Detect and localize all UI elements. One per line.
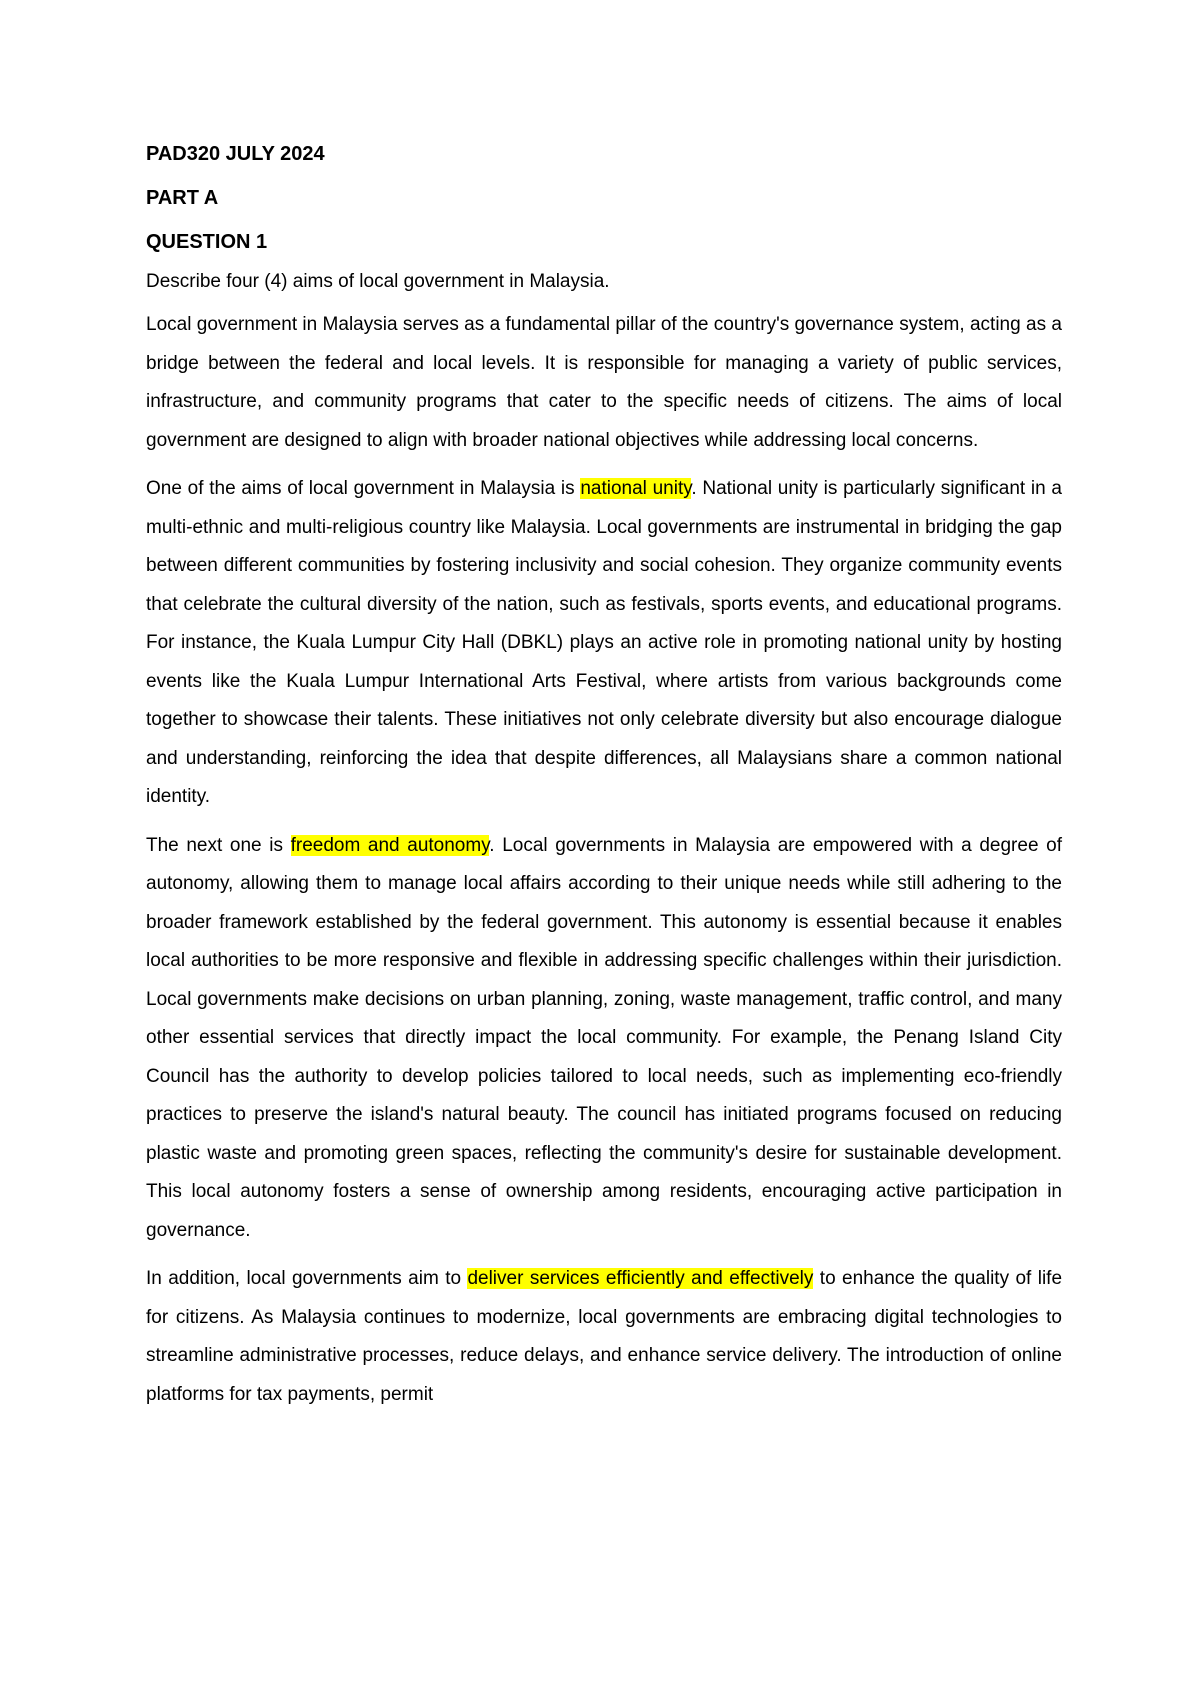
paragraph-text: . Local governments in Malaysia are empowered with a degree of autonomy, allowing them to manage local affairs according to their unique needs while still adhering to the broader framework established by the federal government. This autonomy is essential because it enables local authorities to be more responsive and flexible in addressing specific challenges within their jurisdiction. Local governments make decisions on urban planning, zoning, waste management, traffic control, and many other essential services that directly impact the local community. For example, the Penang Island City Council has the authority to develop policies tailored to local needs, such as implementing eco-friendly practices to preserve the island's natural beauty. The council has initiated programs focused on reducing plastic waste and promoting green spaces, reflecting the community's desire for sustainable development. This local autonomy fosters a sense of ownership among residents, encouraging active participation in governance. (146, 834, 1062, 1241)
paragraph-text: In addition, local governments aim to (146, 1268, 468, 1289)
document-title: PAD320 JULY 2024 (146, 143, 325, 165)
paragraph-text: One of the aims of local government in Malaysia is (146, 478, 581, 499)
question-heading: QUESTION 1 (146, 231, 268, 253)
document-content (146, 142, 1062, 1424)
aim-service-delivery-paragraph (146, 1260, 1062, 1414)
paragraph-text: . National unity is particularly significant in a multi-ethnic and multi-religious country like Malaysia. Local governments are instrumental in bridging the gap between different communities by fostering inclusivity and social cohesion. They organize community events that celebrate the cultural diversity of the nation, such as festivals, sports events, and educational programs. For instance, the Kuala Lumpur City Hall (DBKL) plays an active role in promoting national unity by hosting events like the Kuala Lumpur International Arts Festival, where artists from various backgrounds come together to showcase their talents. These initiatives not only celebrate diversity but also encourage dialogue and understanding, reinforcing the idea that despite differences, all Malaysians share a common national identity. (146, 478, 1063, 807)
aim-national-unity-paragraph (146, 470, 1062, 817)
paragraph-text: The next one is (146, 834, 291, 856)
part-heading: PART A (146, 187, 219, 209)
highlighted-aim: freedom and autonomy (290, 834, 490, 856)
intro-paragraph: Local government in Malaysia serves as a fundamental pillar of the country's governance system, acting as a bridge between the federal and local levels. It is responsible for managing a variety of public services, infrastructure, and community programs that cater to the specific needs of citizens. The aims of local government are designed to align with broader national objectives while addressing local concerns. (146, 314, 1062, 451)
highlighted-aim: deliver services efficiently and effectively (467, 1268, 814, 1289)
aim-freedom-autonomy-paragraph (146, 827, 1062, 1251)
paragraph-text: to enhance the quality of life for citizens. As Malaysia continues to modernize, local governments are embracing digital technologies to streamline administrative processes, reduce delays, and enhance service delivery. The introduction of online platforms for tax payments, permit (146, 1268, 1063, 1405)
question-text: Describe four (4) aims of local government in Malaysia. (146, 271, 610, 292)
highlighted-aim: national unity (580, 478, 692, 499)
